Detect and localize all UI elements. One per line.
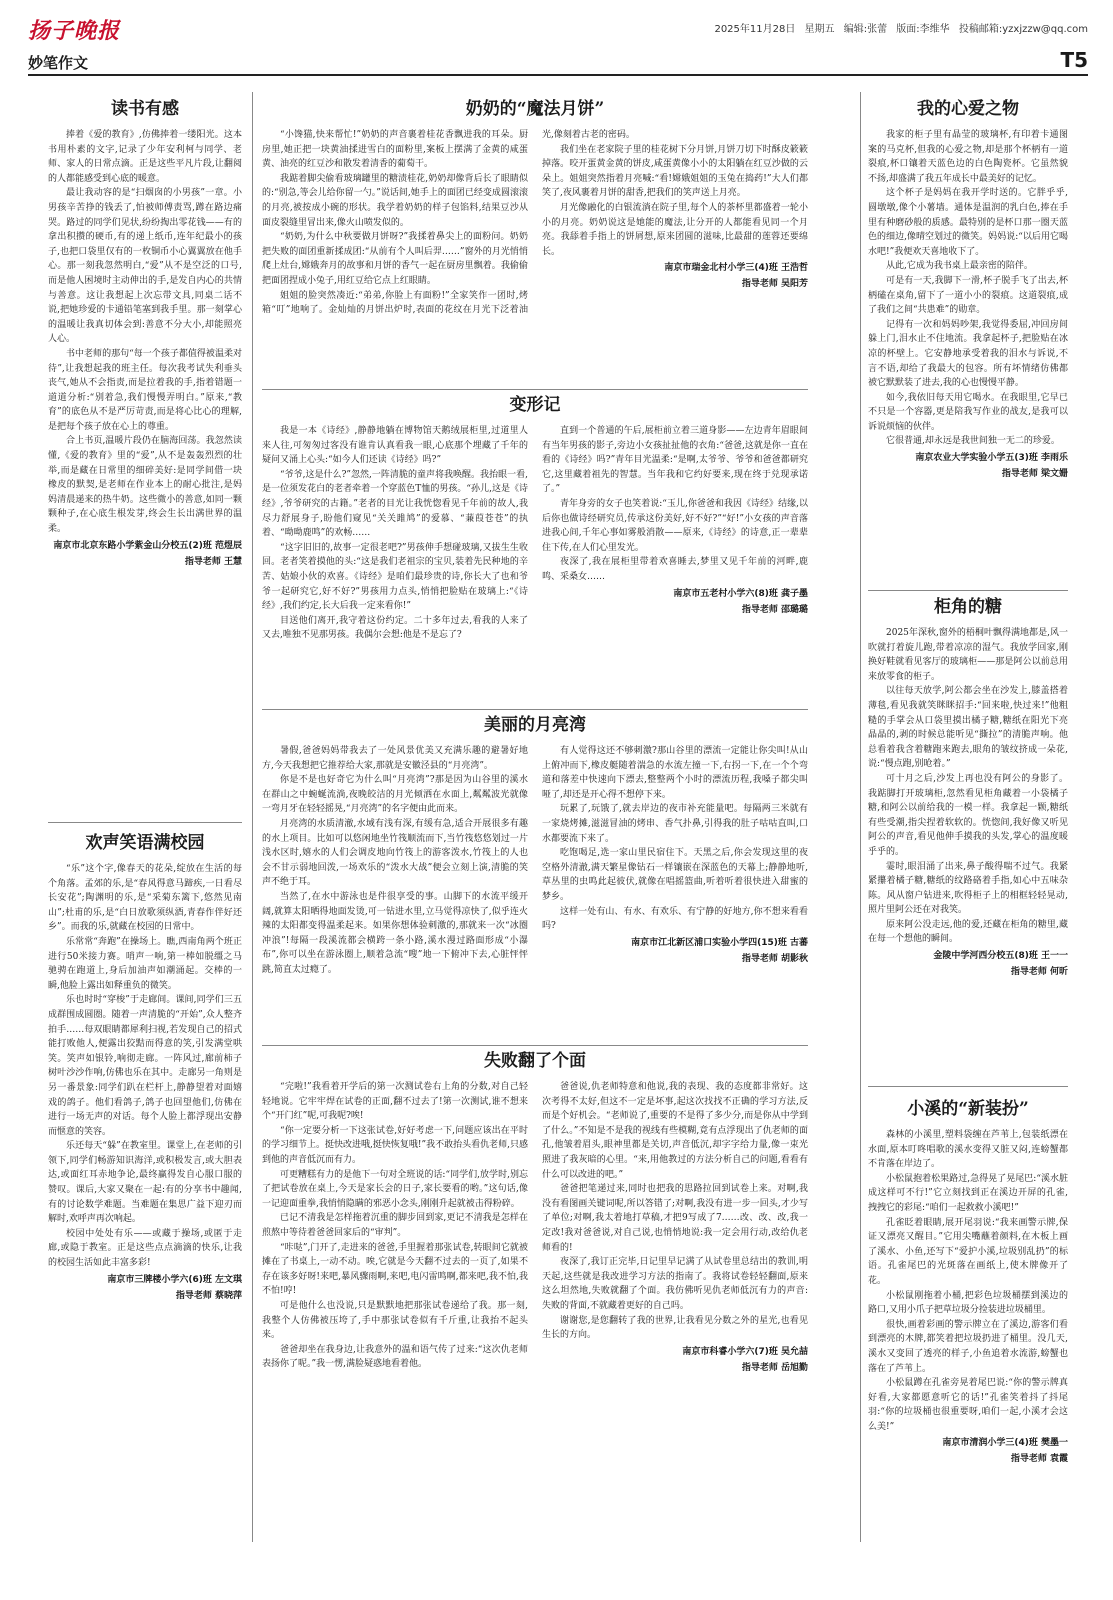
article-body xyxy=(48,128,242,569)
article-body xyxy=(262,1080,808,1375)
article-paragraph: “完啦!”我看着开学后的第一次测试卷右上角的分数,对自己轻轻地说。它牢牢焊在试卷的正面,翻不过去了!第一次测试,谁不想来个“开门红”呢,可我呢?唉! xyxy=(262,1082,528,1122)
article-paragraph: 有人觉得这还不够刺激?那山谷里的漂流一定能让你尖叫!从山上俯冲而下,橡皮艇随着湍急的水流左撞一下,右拐一下,在一个个弯道和落差中快速向下漂去,整整两个小时的漂流历程,我嗓子都尖叫哑了,却还是开心得不想停下来。 xyxy=(542,746,808,800)
article-paragraph: 青年身旁的女子也笑着说:“玉儿,你爸爸和我因《诗经》结缘,以后你也做诗经研究员,传承这份美好,好不好?”“好!”小女孩的声音落进我心间,千年心事如雾般消散——原来,《诗经》的诗意,正一辈辈住下传,在人们心里发光。 xyxy=(542,498,808,553)
article-paragraph: 爸爸说,仇老师特意和他说,我的表现、我的态度都非常好。这次考得不太好,但这不一定是坏事,起这次找找不正确的学习方法,反而是个好机会。“老师说了,重要的不是得了多少分,而是你从中学到了什么。”不知是不是我的视线有些模糊,竟有点浮现出了仇老师的面孔,他皱着眉头,眼神里都是关切,声音低沉,却字字给力量,像一束光照进了我灰暗的心里。“来,用他教过的方法分析自己的问题,看看有什么可以改进的吧。” xyxy=(542,1082,808,1180)
author-school: 南京市瑞金北村小学三(4)班 王浩哲 xyxy=(664,263,808,274)
article-paragraph: 小松鼠刚拖着小桶,把彩色垃圾桶摆到溪边的路口,又用小爪子把草垃圾分捡装进垃圾桶里。 xyxy=(868,1290,1068,1316)
article-paragraph: 可是有一天,我脚下一滑,杯子脱手飞了出去,杯柄磕在桌角,留下了一道小小的裂痕。这道裂痕,成了我们之间“共患难”的勋章。 xyxy=(868,275,1068,316)
article-paragraph: “你一定要分析一下这张试卷,好好考虑一下,问题应该出在平时的学习细节上。挺快改进哦,挺快恢复哦!”我不敢抬头看仇老师,只感到他的声音低沉而有力。 xyxy=(262,1125,528,1165)
issue-meta xyxy=(708,20,1088,35)
author-school: 南京市三牌楼小学六(6)班 左文琪 xyxy=(107,1274,242,1285)
layout-credit: 版面:李维华 xyxy=(896,24,950,35)
instructor-credit: 指导老师 吴阳芳 xyxy=(741,279,808,290)
article-title: 失败翻了个面 xyxy=(484,1051,586,1071)
article-paragraph: 玩累了,玩饿了,就去岸边的夜市补充能量吧。每隔两三米就有一家烧烤摊,滋滋冒油的烤串、香气扑鼻,引得我的肚子咕咕直叫,口水都要流下来了。 xyxy=(542,804,808,844)
article-paragraph: 这个杯子是妈妈在我开学时送的。它胖乎乎,圆墩墩,像个小薯墙。通体是温润的乳白色,捧在手里有种磨砂般的质感。最特别的是杯口那一圈天蓝色的细边,像晴空划过的微笑。妈妈说:“以后用它喝水吧!”我便欢天喜地收下了。 xyxy=(868,188,1068,257)
article-divider xyxy=(262,389,808,390)
article-divider xyxy=(48,822,242,823)
article-paragraph: 乐还每天“躲”在教室里。课堂上,在老师的引领下,同学们畅游知识海洋,或积极发言,或大胆表达,或面红耳赤地争论,最终赢得发自心服口服的赞叹。课后,大家又聚在一起:有的分享书中趣闻,有的讨论数学难题。当难题在集思广益下迎刃而解时,欢呼声再次响起。 xyxy=(48,1141,242,1225)
article-paragraph: 夜深了,我订正完毕,日记里早记满了从试卷里总结出的教训,明天起,这些就是我改进学习方法的指南了。我将试卷轻轻翻面,原来这么坦然地,失败就翻了个面。我仿佛听见仇老师低沉有力的声音:失败的背面,不就藏着更好的自己吗。 xyxy=(542,1257,808,1311)
instructor-credit: 指导老师 梁文姗 xyxy=(1001,469,1068,480)
article-failure-flipped xyxy=(262,1048,808,1538)
article-paragraph: 乐也时时“穿梭”于走廊间。课间,同学们三五成群围成圆圈。随着一声清脆的“开始”,众人整齐拍手……每双眼睛都犀利扫视,若发现自己的招式能打败他人,便露出狡黠而得意的笑,引发满堂哄笑。笑声如银铃,响彻走廊。一阵风过,廊前柿子树叶沙沙作响,仿佛也乐在其中。走廊另一角则是另一番景象:同学们趴在栏杆上,静静望着对面嬉戏的鸽子。他们看鸽子,鸽子也回望他们,仿佛在进行一场无声的对话。每个人脸上都浮现出安静而惬意的笑容。 xyxy=(48,995,242,1137)
article-paragraph: 夜深了,我在展柜里带着欢喜睡去,梦里又见千年前的河畔,鹿鸣、采桑女…… xyxy=(542,557,808,582)
article-campus-laughter xyxy=(48,830,242,1538)
article-paragraph: 从此,它成为我书桌上最亲密的陪伴。 xyxy=(886,261,1033,272)
article-body xyxy=(262,128,808,318)
instructor-credit: 指导老师 蔡晓萍 xyxy=(175,1290,242,1301)
article-paragraph: 小松鼠抱着松果路过,急得晃了晃尾巴:“溪水脏成这样可不行!”它立刻找到正在溪边开屏的孔雀,拽拽它的彩尾:“咱们一起救救小溪吧!” xyxy=(868,1173,1068,1213)
newspaper-logo: 扬子晚报 xyxy=(28,18,121,44)
article-paragraph: 这样一处有山、有水、有欢乐、有宁静的好地方,你不想来看看吗? xyxy=(542,906,808,932)
article-paragraph: “爷爷,这是什么?”忽然,一阵清脆的童声将我唤醒。我抬眼一看,是一位须发花白的老者牵着一个穿蓝色T恤的男孩。“孙儿,这是《诗经》,爷爷研究的古籍。”老者的目光让我恍惚看见千年前的故人,我尽力舒展身子,盼他们窥见“关关雎鸠”的爱慕、“蒹葭苍苍”的执着、“呦呦鹿鸣”的欢畅…… xyxy=(262,469,528,539)
article-paragraph: 小松鼠蹲在孔雀旁晃着尾巴说:“你的警示牌真好看,大家都愿意听它的话!”孔雀笑着抖了抖尾羽:“你的垃圾桶也很重要呀,咱们一起,小溪才会这么美!” xyxy=(868,1378,1068,1432)
instructor-credit: 指导老师 王慧 xyxy=(184,556,242,567)
article-paragraph: 可是他什么也没说,只是默默地把那张试卷递给了我。那一刻,我整个人仿佛被压垮了,手中那张试卷似有千斤重,让我抬不起头来。 xyxy=(262,1300,528,1341)
article-body xyxy=(262,424,808,643)
instructor-credit: 指导老师 何昕 xyxy=(1010,967,1068,978)
article-paragraph: 月亮湾的水质清澈,水域有浅有深,有缓有急,适合开展很多有趣的水上项目。比如可以悠闲地坐竹筏顺流而下,当竹筏悠悠划过一片浅水区时,嬉水的人们会调皮地向竹筏上的游客泼水,竹筏上的人也会不甘示弱地回泼,一场欢乐的“泼水大战”便会立刻上演,清脆的笑声不绝于耳。 xyxy=(262,818,528,888)
column-divider xyxy=(860,92,861,1542)
article-paragraph: 2025年深秋,窗外的梧桐叶飘得满地都是,风一吹就打着旋儿跑,带着凉凉的湿气。我放学回家,刚换好鞋就看见客厅的玻璃柜——那是阿公以前总用来放零食的柜子。 xyxy=(868,628,1068,682)
article-paragraph: 暑假,爸爸妈妈带我去了一处风景优美又充满乐趣的避暑好地方,今天我想把它推荐给大家,那就是安徽泾县的“月亮湾”。 xyxy=(262,746,528,771)
article-paragraph: 记得有一次和妈妈吵架,我觉得委屈,冲回房间躲上门,泪水止不住地流。我拿起杯子,把脸贴在冰凉的杯壁上。它安静地承受着我的泪水与诉说,不言不语,却给了我最大的包容。所有坏情绪仿佛都被它默默装了进去,我的心也慢慢平静。 xyxy=(868,319,1068,389)
issue-weekday: 星期五 xyxy=(804,24,835,35)
author-school: 南京市江北新区浦口实验小学四(15)班 古蕃 xyxy=(631,937,808,948)
article-paragraph: 原来阿公没走远,他的爱,还藏在柜角的糖里,藏在每一个想他的瞬间。 xyxy=(868,919,1068,945)
article-paragraph: 乐常常“奔跑”在操场上。瞧,西南角两个班正进行50米接力赛。哨声一响,第一棒如脱缰之马驰骋在跑道上,身后加油声如潮涌起。交棒的一瞬,他脸上露出如释重负的微笑。 xyxy=(48,936,242,991)
article-body xyxy=(868,626,1068,979)
article-paragraph: 我们坐在老家院子里的桂花树下分月饼,月饼刀切下时酥皮簌簌掉落。咬开蛋黄金黄的饼皮,咸蛋黄像小小的太阳躺在红豆沙做的云朵上。姐姐突然指着月亮喊:“看!嫦娥姐姐的玉兔在捣药!”大人们都笑了,夜风裹着月饼的甜香,把我们的笑声送上月亮。 xyxy=(542,144,808,199)
article-paragraph: 它很普通,却永远是我世间独一无二的珍爱。 xyxy=(886,436,1060,447)
page-number: T5 xyxy=(1060,48,1088,72)
issue-date: 2025年11月28日 xyxy=(714,24,796,35)
article-body xyxy=(262,744,808,978)
article-paragraph: 谢谢您,是您翻转了我的世界,让我看见分数之外的星光,也看见生长的方向。 xyxy=(542,1315,808,1341)
article-creek-makeover xyxy=(868,1096,1068,1538)
article-divider xyxy=(868,590,1068,591)
article-paragraph: 目送他们离开,我守着这份约定。二十多年过去,看我的人来了又去,唯独不见那男孩。我偶尔会想:他是不是忘了? xyxy=(262,615,528,641)
article-paragraph: 直到一个普通的午后,展柜前立着三道身影——左边青年眉眼间有当年男孩的影子,旁边小女孩扯扯他的衣角:“爸爸,这就是你一直在看的《诗经》吗?”青年目光温柔:“是啊,太爷爷、爷爷和爸爸都研究它,这里藏着祖先的智慧。当年我和它约好要来,现在终于兑现承诺了。” xyxy=(542,426,808,495)
masthead xyxy=(28,14,1088,44)
section-name: 妙笔作文 xyxy=(28,54,89,72)
article-title: 奶奶的“魔法月饼” xyxy=(465,99,605,119)
author-school: 南京市清润小学三(4)班 樊墨一 xyxy=(942,1438,1068,1449)
article-paragraph: 已记不清我是怎样拖着沉重的脚步回到家,更记不清我是怎样在煎熬中等待着爸爸回家后的“审判”。 xyxy=(262,1213,528,1238)
article-paragraph: 合上书页,温暖片段仍在脑海回荡。我忽然读懂,《爱的教育》里的“爱”,从不是轰轰烈烈的壮举,而是藏在日常里的细碎美好:是同学间借一块橡皮的默契,是老师在作业本上的耐心批注,是妈妈清晨递来的热牛奶。这些微小的善意,如同一颗颗种子,在心底生根发芽,终会生长出满世界的温柔。 xyxy=(48,436,242,535)
article-paragraph: 月光像融化的白银流淌在院子里,每个人的茶杯里都盛着一轮小小的月亮。奶奶说这是她能的魔法,让分开的人都能看见同一个月亮。我舔着手指上的饼屑想,原来团圆的滋味,比最甜的莲蓉还要绵长。 xyxy=(542,202,808,257)
article-paragraph: 最让我动容的是“扫烟囱的小男孩”一章。小男孩辛苦挣的钱丢了,怕被师傅责骂,蹲在路边痛哭。路过的同学们见状,纷纷掏出零花钱——有的拿出积攒的硬币,有的递上纸币,连年纪最小的孩子,也把口袋里仅有的一枚铜币小心翼翼放在他手心。那一刻我忽然明白,“爱”从不是空泛的口号,而是他人困境时主动伸出的手,是发自内心的共情与善意。这让我想起上次忘带文具,同桌二话不说,把她珍爱的卡通铅笔塞到我手里。那一刻掌心的温暖让我真切体会到:善意不分大小,却能照亮人心。 xyxy=(48,188,242,345)
article-body xyxy=(868,128,1068,481)
article-paragraph: 可更糟糕有力的是他下一句对全班说的话:“同学们,放学时,别忘了把试卷放在桌上,今天是家长会的日子,家长要看的哟。”这句话,像一记迎面重拳,我悄悄隐瞒的邪恶小念头,刚刚升起就被击得粉碎。 xyxy=(262,1169,528,1209)
article-title: 我的心爱之物 xyxy=(917,99,1019,119)
article-paragraph: 书中老师的那句“每一个孩子都值得被温柔对待”,让我想起我的班主任。每次我考试失利垂头丧气,她从不会指责,而是拉着我的手,指着错题一道道分析:“别着急,我们慢慢弄明白。”原来,“教育”的底色从不是严厉苛责,而是将心比心的理解,是把每个孩子放在心上的尊重。 xyxy=(48,348,242,432)
article-paragraph: 我是一本《诗经》,静静地躺在博物馆天鹅绒展柜里,过道里人来人往,可匆匆过客没有谁肯认真看我一眼,心底那个埋藏了千年的疑问又涌上心头:“如今人们还读《诗经》吗?” xyxy=(262,426,528,466)
instructor-credit: 指导老师 袁霞 xyxy=(1010,1454,1068,1465)
article-cabinet-candy xyxy=(868,594,1068,1068)
article-paragraph: 霎时,眼泪涌了出来,鼻子酸得喘不过气。我紧紧攥着橘子糖,糖纸的纹路硌着手指,如心中五味杂陈。风从窗户钻进来,吹得柜子上的相框轻轻晃动,照片里阿公还在对我笑。 xyxy=(868,861,1068,916)
article-paragraph: 很快,画着彩画的警示牌立在了溪边,游客们看到漂亮的木牌,都笑着把垃圾扔进了桶里。没几天,溪水又变回了透亮的样子,小鱼追着水流游,螃蟹也落在了芦苇上。 xyxy=(868,1319,1068,1374)
author-school: 金陵中学河西分校五(8)班 王一一 xyxy=(933,951,1068,962)
article-paragraph: 吃饱喝足,选一家山里民宿住下。天黑之后,你会发现这里的夜空格外清澈,满天繁星像钻石一样镶嵌在深蓝色的天幕上;静静地听,草丛里的虫鸣此起彼伏,就像在唱摇篮曲,听着听着很快进入甜蜜的梦乡。 xyxy=(542,848,808,902)
article-paragraph: 以往每天放学,阿公都会坐在沙发上,膝盖搭着薄毯,看见我就笑眯眯招手:“回来啦,快过来!”他粗糙的手掌会从口袋里摸出橘子糖,糖纸在阳光下亮晶晶的,剥的时候总能听见“撕拉”的清脆声响。他总看着我含着糖跑来跑去,眼角的皱纹挤成一朵花,说:“慢点跑,别呛着。” xyxy=(868,686,1068,770)
article-paragraph: “这字旧旧的,故事一定很老吧?”男孩伸手想碰玻璃,又拔生生收回。老者笑着摸他的头:“这是我们老祖宗的宝贝,装着先民种地的辛苦、姑娘小伙的欢喜。《诗经》是咱们最珍贵的诗,你长大了也和爷爷一起研究它,好不好?”男孩用力点头,悄悄把脸贴在玻璃上:“《诗经》,我们约定,长大后我一定来看你!” xyxy=(262,542,528,612)
article-beloved-object xyxy=(868,96,1068,586)
article-title: 小溪的“新装扮” xyxy=(907,1099,1029,1119)
article-divider xyxy=(868,1086,1068,1087)
article-title: 欢声笑语满校园 xyxy=(85,833,205,853)
article-paragraph: 你是不是也好奇它为什么叫“月亮湾”?那是因为山谷里的溪水在群山之中蜿蜒流淌,夜晚皎洁的月光倾洒在水面上,粼粼波光就像一弯月牙在轻轻摇晃,“月亮湾”的名字便由此而来。 xyxy=(262,775,528,815)
article-paragraph: 如今,我依旧每天用它喝水。在我眼里,它早已不只是一个容器,更是陪我写作业的战友,是我可以诉说烦恼的伙伴。 xyxy=(868,392,1068,432)
article-body xyxy=(868,1128,1068,1466)
article-paragraph: 可十月之后,沙发上再也没有阿公的身影了。我踮脚打开玻璃柜,忽然看见柜角藏着一小袋橘子糖,和阿公以前给我的一模一样。我拿起一颗,糖纸有些受潮,指尖捏着软软的。恍惚间,我好像又听见阿公的声音,看见他伸手摸我的头发,掌心的温度暖乎乎的。 xyxy=(868,773,1068,857)
article-paragraph: 姐姐的脸突然凑近:“弟弟,你脸上有面粉!”全家笑作一团时,烤箱“叮”地响了。金灿灿的月饼出炉时,表面的花纹在月光下泛着油光,像刻着古老的密码。 xyxy=(262,130,635,316)
article-title: 变形记 xyxy=(509,395,561,415)
article-paragraph: 爸爸把笔递过来,同时也把我的思路拉回到试卷上来。对啊,我没有看图画关键词呢,所以答错了;对啊,我没有进一步一回头,才少写了单位;对啊,我太着地打草稿,才把9写成了7……改、改、改,我一定改!我对爸爸说,对自己说,也悄悄地说:我一定会用行动,改给仇老师看的! xyxy=(542,1184,808,1253)
article-paragraph: 我踮着脚尖偷看玻璃罐里的糖渍桂花,奶奶却像背后长了眼睛似的:“别急,等会儿给你留一勺。”说话间,她手上的面团已经变成圆滚滚的月亮,被按成小碗的形状。我学着奶奶的样子包馅料,结果豆沙从面皮裂缝里冒出来,像火山喷发似的。 xyxy=(262,173,528,228)
column-divider xyxy=(252,92,253,1542)
instructor-credit: 指导老师 邵璐璐 xyxy=(741,604,808,615)
article-paragraph: 爸爸却坐在我身边,让我意外的温和语气传了过来:“这次仇老师表扬你了呢。”我一愣,满脸疑惑地看着他。 xyxy=(262,1344,528,1370)
article-reading-thoughts xyxy=(48,96,242,814)
article-title: 柜角的糖 xyxy=(934,597,1002,617)
article-divider xyxy=(262,1045,808,1046)
article-divider xyxy=(262,709,808,710)
editor-credit: 编辑:张蕾 xyxy=(843,24,888,35)
section-header xyxy=(28,50,1088,76)
article-paragraph: 校园中处处有乐——或藏于操场,或匿于走廊,或隐于教室。正是这些点点滴滴的快乐,让我的校园生活如此丰富多彩! xyxy=(48,1228,242,1269)
article-paragraph: “奶奶,为什么中秋要做月饼呀?”我揉着鼻尖上的面粉问。奶奶把失败的面团重新揉成团:“从前有个人叫后羿……”窗外的月光悄悄爬上灶台,嫦娥奔月的故事和月饼的香气一起在厨房里飘着。我偷偷把面团捏成小兔子,用红豆给它点上红眼睛。 xyxy=(262,232,528,286)
article-body xyxy=(48,862,242,1303)
submission-email: 投稿邮箱:yzxjzzw@qq.com xyxy=(958,24,1088,35)
article-paragraph: 孔雀眨着眼睛,展开尾羽说:“我来画警示牌,保证又漂亮又醒目。”它用尖嘴蘸着颜料,在木板上画了溪水、小鱼,还写下“爱护小溪,垃圾别乱扔”的标语。孔雀尾巴的光斑落在画纸上,使木牌像开了花。 xyxy=(868,1217,1068,1286)
author-school: 南京市北京东路小学紫金山分校五(2)班 范煜辰 xyxy=(53,540,242,551)
article-paragraph: 当然了,在水中游泳也是件很享受的事。山脚下的水流平缓开阔,就算太阳晒得地面发烫,可一钻进水里,立马觉得凉快了,似乎连火辣的太阳都变得温柔起来。如果你想体验刺激的,那就来一次“冰圈冲浪”!每隔一段溪流都会横跨一条小路,溪水漫过路面形成“小瀑布”,你可以坐在游泳圈上,顺着急流“嗖”地一下俯冲下去,心脏怦怦跳,简直太过瘾了。 xyxy=(262,891,528,975)
article-magic-mooncake xyxy=(262,96,808,386)
article-moon-bay xyxy=(262,712,808,1042)
article-paragraph: “小馋猫,快来帮忙!”奶奶的声音裹着桂花香飘进我的耳朵。厨房里,她正把一块黄油揉进雪白的面粉里,案板上摆满了金黄的咸蛋黄、油亮的红豆沙和散发着清香的葡萄干。 xyxy=(262,130,528,170)
author-school: 南京市科睿小学六(7)班 吴允喆 xyxy=(682,1346,808,1357)
author-school: 南京农业大学实验小学五(3)班 李雨乐 xyxy=(915,453,1068,464)
instructor-credit: 指导老师 岳旭勤 xyxy=(741,1362,808,1373)
article-paragraph: “咔哒”,门开了,走进来的爸爸,手里握着那张试卷,转眼间它就被摊在了书桌上,一动不动。唉,它就是今天翻不过去的一页了,如果不存在该多好呀!来吧,暴风骤雨啊,来吧,电闪雷鸣啊,都来吧,我不怕,我不怕!哼! xyxy=(262,1242,528,1297)
article-paragraph: 森林的小溪里,塑料袋缠在芦苇上,包装纸漂在水面,原本叮咚唱歌的溪水变得又脏又闷,连螃蟹都不肯落在岸边了。 xyxy=(868,1130,1068,1170)
article-paragraph: 我家的柜子里有晶莹的玻璃杯,有印着卡通图案的马克杯,但我的心爱之物,却是那个杯柄有一道裂痕,杯口镶着天蓝色边的白色陶瓷杯。它虽然貌不扬,却盛满了我五年成长中最美好的记忆。 xyxy=(868,130,1068,184)
author-school: 南京市五老村小学六(8)班 龚子墨 xyxy=(673,588,808,599)
article-title: 美丽的月亮湾 xyxy=(484,715,586,735)
article-paragraph: “乐”这个字,像春天的花朵,绽放在生活的每个角落。孟郊的乐,是“春风得意马蹄疾,一日看尽长安花”;陶渊明的乐,是“采菊东篱下,悠然见南山”;杜甫的乐,是“白日放歌须纵酒,青春作伴好还乡”。而我的乐,就藏在校园的日常中。 xyxy=(48,864,242,933)
article-title: 读书有感 xyxy=(111,99,179,119)
article-paragraph: 捧着《爱的教育》,仿佛捧着一缕阳光。这本书用朴素的文字,记录了少年安利柯与同学、老师、家人的日常点滴。正是这些平凡片段,让翻阅的人都能感受到心底的暖意。 xyxy=(48,130,242,184)
instructor-credit: 指导老师 胡影秋 xyxy=(741,953,808,964)
article-metamorphosis xyxy=(262,392,808,708)
